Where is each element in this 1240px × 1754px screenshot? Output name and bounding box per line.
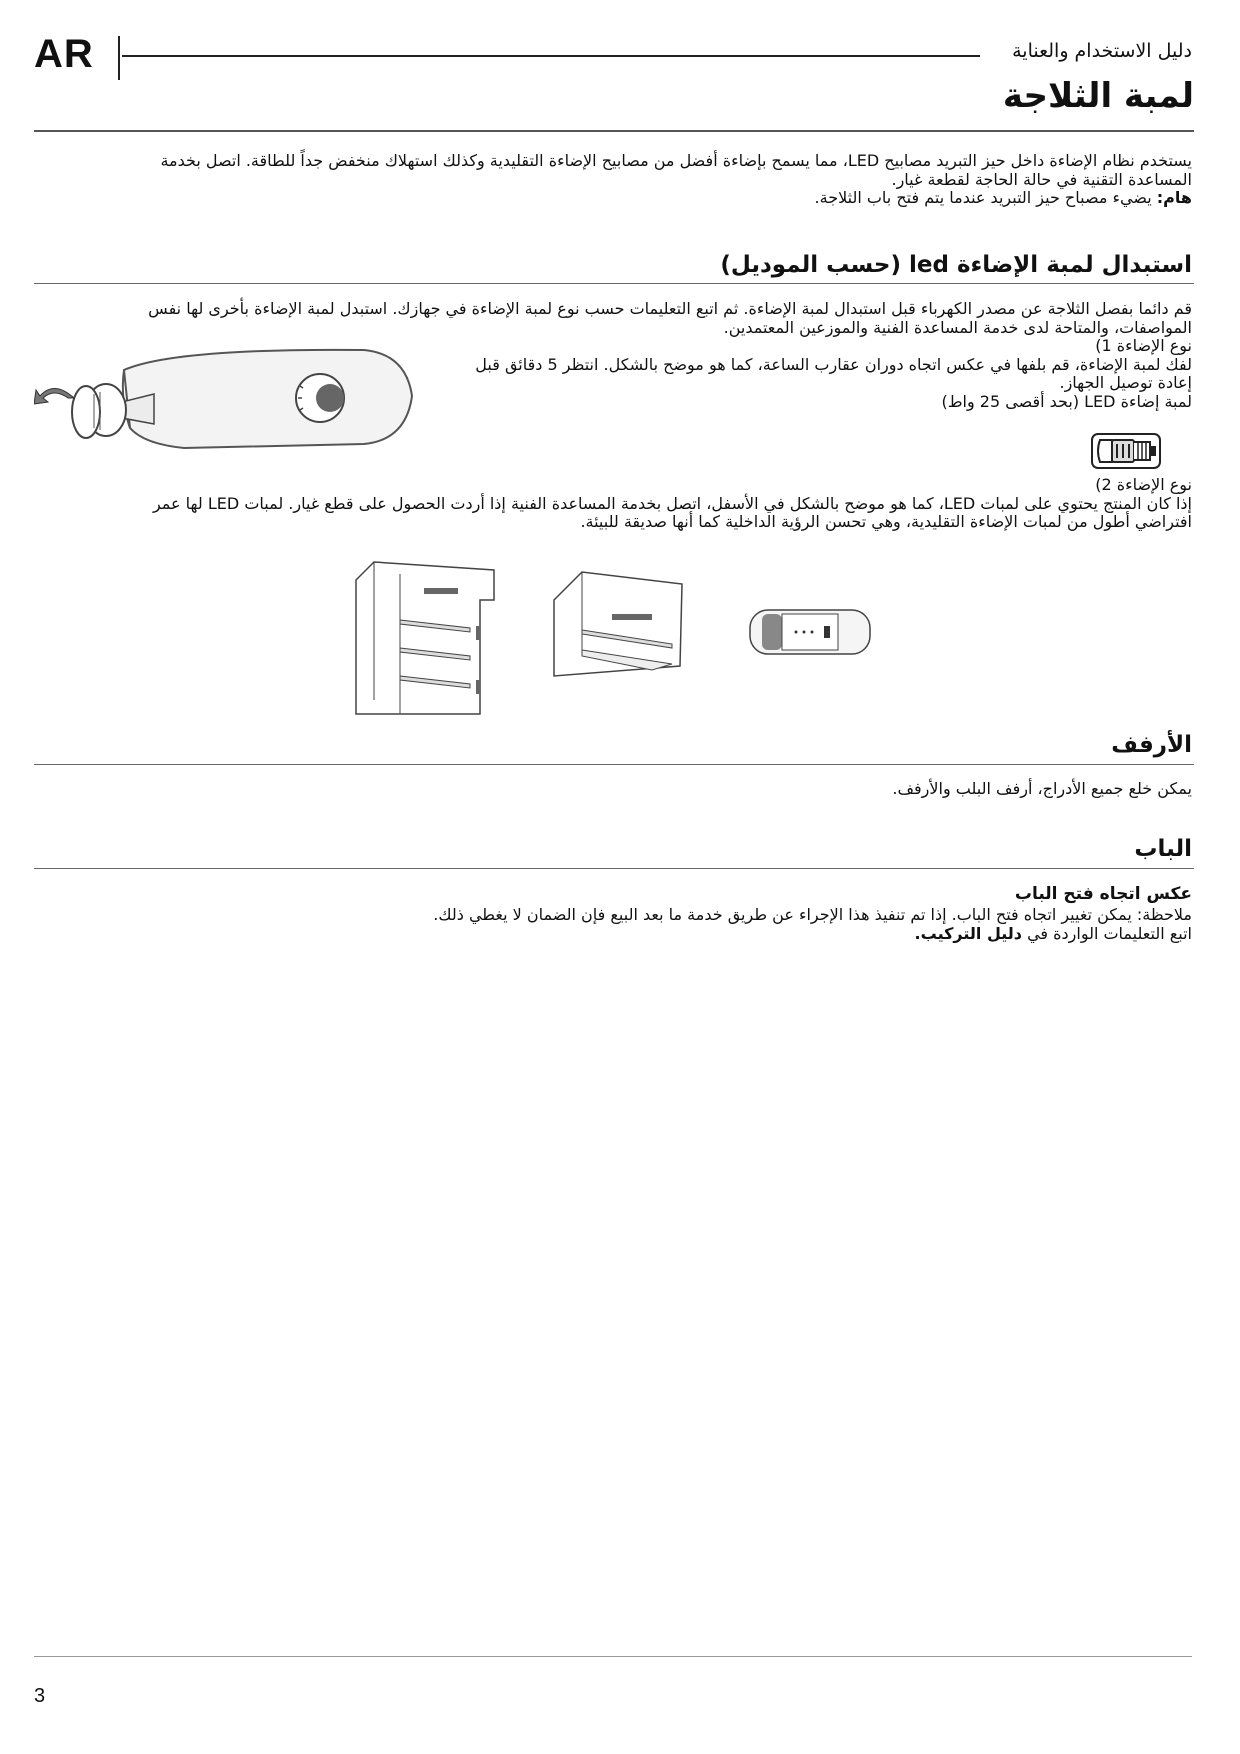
type2-line-1: إذا كان المنتج يحتوي على لمبات LED، كما هو موضح بالشكل في الأسفل، اتصل بخدمة المساعدة الفنية إذا أردت الحصول على قطع غيار. لمبات LED لها عمر [152, 493, 1192, 513]
fridge-interior-illustration-1 [354, 560, 496, 716]
replace-lamp-heading: استبدال لمبة الإضاءة led (حسب الموديل) [720, 252, 1192, 278]
type1-line-2: إعادة توصيل الجهاز. [1059, 373, 1192, 392]
type2-paragraph [60, 476, 1192, 532]
door-note: ملاحظة: يمكن تغيير اتجاه فتح الباب. إذا تم تنفيذ هذا الإجراء عن طريق خدمة ما بعد البيع فإن الضمان لا يغطي ذلك. [433, 905, 1192, 924]
shelves-rule [34, 764, 1194, 765]
type2-label: نوع الإضاءة 2) [1095, 475, 1192, 494]
page-number: 3 [34, 1685, 46, 1707]
header-divider-tick [118, 36, 120, 80]
type1-label: نوع الإضاءة 1) [1095, 336, 1192, 355]
replace-line-1: قم دائما بفصل الثلاجة عن مصدر الكهرباء قبل استبدال لمبة الإضاءة. ثم اتبع التعليمات حسب نوع لمبة الإضاءة في جهازك. استبدل لمبة الإضاءة بأخرى لها نفس [148, 299, 1192, 318]
replace-line-2: المواصفات، والمتاحة لدى خدمة المساعدة الفنية والموزعين المعتمدين. [723, 317, 1192, 337]
intro-line-2: المساعدة التقنية في حالة الحاجة لقطعة غيار. [891, 169, 1192, 189]
footer-rule [34, 1656, 1192, 1657]
led-bulb-icon [1090, 432, 1162, 470]
door-paragraph [60, 906, 1192, 943]
header-rule [122, 55, 980, 57]
door-rule [34, 868, 1194, 869]
language-code: AR [34, 32, 94, 76]
door-follow [60, 925, 1192, 944]
title-rule [34, 130, 1194, 132]
type1-line-1: لفك لمبة الإضاءة، قم بلفها في عكس اتجاه دوران عقارب الساعة، كما هو موضح بالشكل. انتظر 5 دقائق قبل [475, 354, 1192, 374]
note-label: هام: [1156, 188, 1192, 207]
intro-line-1: يستخدم نظام الإضاءة داخل حيز التبريد مصابيح LED، مما يسمح بإضاءة أفضل من مصابيح الإضاءة التقليدية وكذلك استهلاك منخفض جداً للطاقة. اتصل بخدمة [160, 151, 1192, 170]
type1-line-3: لمبة إضاءة LED (بحد أقصى 25 واط) [941, 391, 1192, 411]
shelves-heading: الأرفف [1111, 732, 1192, 758]
shelves-line: يمكن خلع جميع الأدراج، أرفف البلب والأرفف. [892, 779, 1192, 798]
led-module-illustration [748, 604, 874, 660]
follow-prefix: اتبع التعليمات الواردة في [1021, 923, 1192, 943]
type2-line-2: افتراضي أطول من لمبات الإضاءة التقليدية، وهي تحسن الرؤية الداخلية كما أنها صديقة للبيئة. [580, 512, 1192, 531]
note-text: يضيء مصباح حيز التبريد عندما يتم فتح باب الثلاجة. [814, 188, 1157, 207]
replace-lamp-rule [34, 283, 1194, 284]
page-title: لمبة الثلاجة [1002, 76, 1194, 116]
door-heading: الباب [1134, 836, 1192, 862]
intro-paragraph [60, 152, 1192, 208]
intro-note [60, 189, 1192, 208]
manual-title: دليل الاستخدام والعناية [1012, 40, 1192, 62]
lamp-removal-illustration [34, 340, 434, 458]
fridge-interior-illustration-2 [552, 570, 684, 682]
shelves-text [60, 780, 1192, 799]
door-subheading: عكس اتجاه فتح الباب [1014, 884, 1192, 904]
follow-bold: دليل التركيب. [914, 923, 1022, 943]
